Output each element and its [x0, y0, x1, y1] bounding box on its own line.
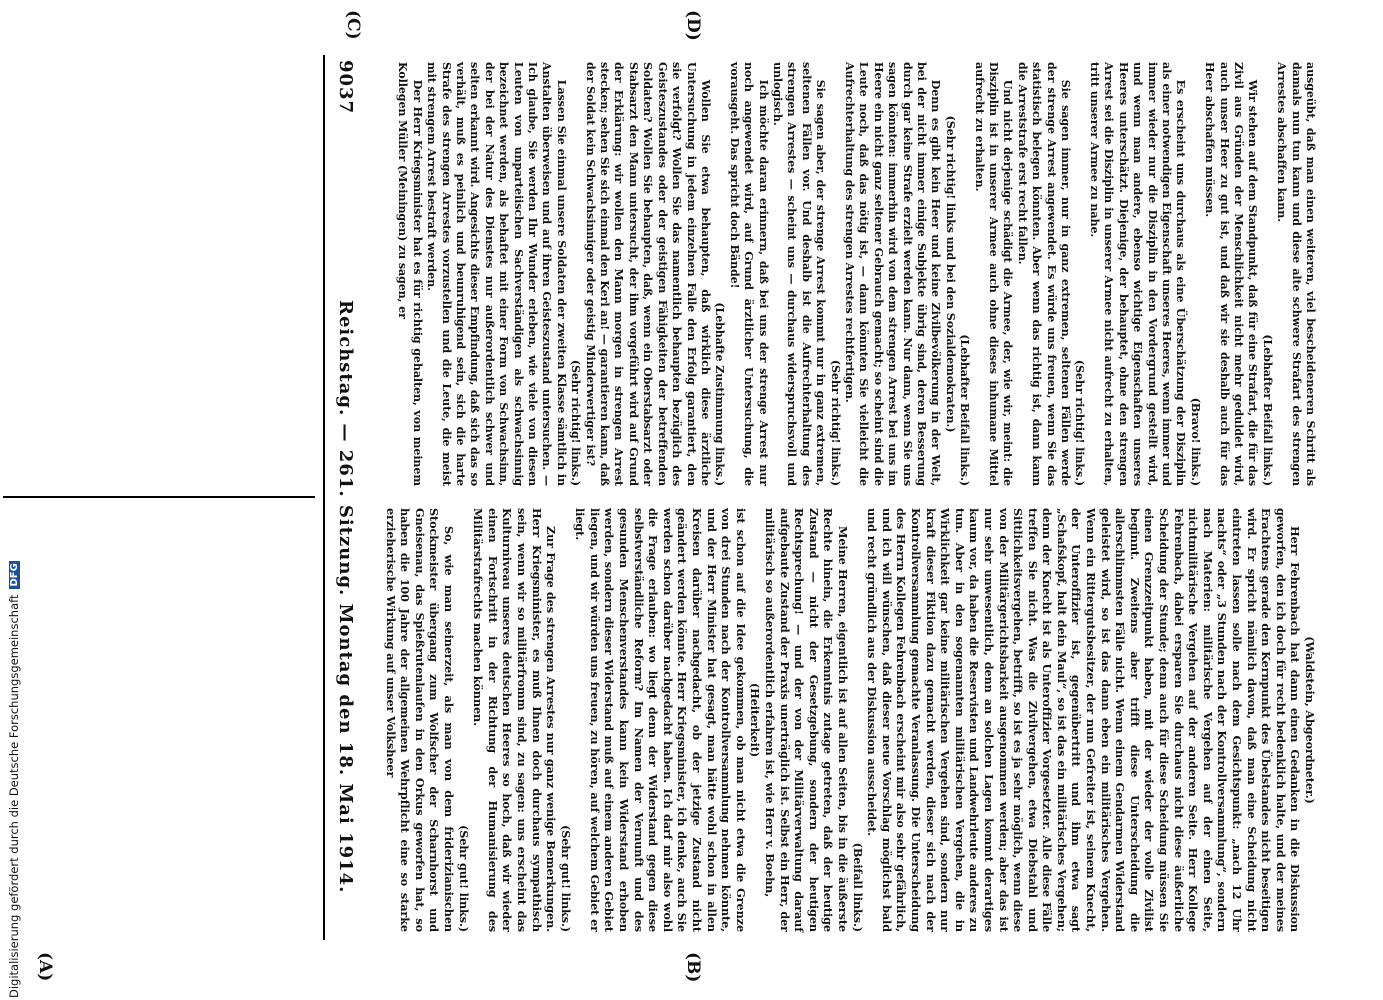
interjection: (Heiterkeit) — [748, 682, 763, 758]
paragraph: Lassen Sie einmal unsere Soldaten der zweiten Klasse sämtlich in Anstalten überweisen und auf ihren Geisteszustand untersuchen. — Ich glaube, Sie werden Ihr Wunder erleben, wie viele von diesen Leuten von unparteiischen Sachverständigen als schwachsinnig bezeichnet werden, als behaftet mit einer Form von Schwachsinn, der bei der Natur des Dienstes nur außerordentlich schwer und selten erkannt wird. Angesichts dieser Empfindung, daß sich das so verhält, muß es peinlich und beunruhigend sein, sich die harte Strafe des strengen Arrestes vorzustellen und die Leute, die meist mit strengem Arrest bestraft werden. — [425, 62, 568, 486]
margin-letter-c: (C) — [343, 10, 363, 40]
paragraph: Wir stehen auf dem Standpunkt, daß für eine Strafart, die für das Zivil aus Gründen der Menschlichkeit nicht mehr geduldet wird, auch unser Heer zu gut ist, und daß wir sie deshalb auch für das Heer abschaffen müssen. — [1203, 62, 1260, 486]
interjection: (Sehr gut! links.) — [456, 824, 471, 932]
paragraph: ist schon auf die Idee gekommen, ob man nicht etwa die Grenze von drei Stunden nach der Kontrollversammlung nehmen könnte, und der Herr Minister hat gesagt, man hätte wohl schon in allen Kreisen darüber nachgedacht, ob der jetzige Zustand nicht geändert werden könnte. Herr Kriegsminister, ich denke, auch Sie werden schon darüber nachgedacht haben. Ich darf mir also wohl die Frage erlauben: wo liegt denn der Widerstand gegen diese selbstverständliche Reform? Im Namen der Vernunft und des gesunden Menschenverstandes kann kein Widerstand erhoben werden, sondern dieser Widerstand muß auf einem anderen Gebiet liegen, und wir würden uns freuen, zu hören, auf welchem Gebiet er liegt. — [573, 508, 748, 932]
page-header-title: Reichstag. — 261. Sitzung. Montag den 18. Mai 1914. — [335, 300, 357, 894]
paragraph: Sie sagen aber, der strenge Arrest kommt nur in ganz extremen, seltenen Fällen vor. Und deshalb ist die Aufrechterhaltung des strengen Arrestes — scheint uns — durchaus widerspruchsvoll und unlogisch. — [770, 62, 828, 486]
paragraph: Herr Fehrenbach hat dann einen Gedanken in die Diskussion geworfen, den ich doch für recht bedenklich halte, und der meines Erachtens gerade den Kernpunkt des Übelstandes nicht beseitigen wird. Er spricht nämlich davon, daß man eine Scheidung nicht eintreten lassen solle nach dem Gesichtspunkt: „nach 12 Uhr nachts“ oder „3 Stunden nach der Kontrollversammlung“, sondern nach Materien: militärische Vergehen auf der einen Seite, nichtmilitärische Vergehen auf der anderen Seite. Herr Kollege Fehrenbach, dabei ersparen Sie durchaus nicht diese äußerliche Scheidung der Stunde; denn auch für diese Scheidung müssen Sie einen Grenzzeitpunkt haben, mit der wieder der volle Zivilist beginnt. Zweitens aber trifft diese Unterscheidung die allerschlimmsten Fälle nicht. Wenn einem Gendarmen Widerstand geleistet wird, so ist das dann eben ein militärisches Vergehen. Wenn ein Rittergutsbesitzer, der nun Gefreiter ist, seinem Knecht, der Unteroffizier ist, gegenübertritt und ihm etwa sagt „Schafskopf, halt dein Maul“, so ist das ein militärisches Vergehen; denn der Knecht ist als Unteroffizier Vorgesetzter. Alle diese Fälle treffen Sie nicht. Was die Zivilvergehen, etwa Diebstahl und Sittlichkeitsvergehen, betrifft, so ist es ja sehr möglich, wenn diese von der Militärgerichtsbarkeit ausgenommen werden; aber das ist nur sehr unwesentlich, denn an solchen Lagen kommt derartiges kaum vor, da haben die Reservisten und Landwehrleute anderes zu tun. Aber in den sogenannten militärischen Vergehen, die in Wirklichkeit gar keine militärischen Vergehen sind, sondern nur kraft dieser Fiktion dazu gemacht werden, dieser sich nach der Kontrollversammlung gemachte Veranlassung. Die Unterscheidung des Herrn Kollegen Fehrenbach erscheint mir also sehr gefährlich, und ich will wünschen, daß dieser neue Vorschlag möglichst bald und recht gründlich aus der Diskussion ausscheidet. — [865, 508, 1303, 932]
column-left — [383, 508, 1317, 932]
interjection: (Beifall links.) — [850, 842, 865, 932]
column-divider — [3, 496, 315, 498]
paragraph: Denn es gibt kein Heer und keine Zivilbevölkerung in der Welt, bei der nicht immer einige Subjekte übrig sind, deren Besserung durch gar keine Strafe erzielt werden kann. Nur dann, wenn Sie uns sagen könnten: immerhin wird von dem strengen Arrest bei uns im Heere ein nicht ganz seltener Gebrauch gemacht; so scheint sind die Leute noch, daß das nötig ist, — dann könnten Sie vielleicht die Aufrechterhaltung des strengen Arrestes rechtfertigen. — [843, 62, 943, 486]
speaker-line: (Waldstein, Abgeordneter.) — [1303, 636, 1317, 804]
interjection: (Sehr gut! links.) — [558, 824, 573, 932]
interjection: (Lebhafter Beifall links.) — [958, 334, 972, 486]
paragraph: ausgeübt, daß man einen weiteren, viel bescheideneren Schritt als damals nun tun kann und diese alte schwere Strafart des strengen Arrestes abschaffen kann. — [1275, 62, 1317, 486]
paragraph: Wollen Sie etwa behaupten, daß wirklich diese ärztliche Untersuchung in jedem einzelnen Falle den Erfolg garantiert, den sie verfolgt? Wollen Sie das namentlich behaupten bezüglich des Geisteszustandes oder der geistigen Fähigkeiten der betreffenden Soldaten? Wollen Sie behaupten, daß, wenn ein Oberstabsarzt oder Stabsarzt den Mann untersucht, der ihm vorgeführt wird auf Grund der Erklärung: wir wollen den Mann morgen in strengen Arrest stecken; sehen Sie sich einmal den Kerl an! — garantieren kann, daß der Soldat kein Schwachsinniger oder geistig Minderwertiger ist? — [583, 62, 712, 486]
interjection: (Sehr richtig! links.) — [828, 359, 842, 486]
column-right — [395, 62, 1317, 486]
dfg-logo-icon: DFG — [8, 563, 20, 587]
header-rule — [323, 55, 325, 940]
credit-text: Digitalisierung gefördert durch die Deutsche Forschungsgemeinschaft — [7, 594, 21, 998]
page-number: 9037 — [335, 60, 357, 115]
paragraph: Der Herr Kriegsminister hat es für richtig gehalten, von meinem Kollegen Müller (Meiningen) zu sagen, er — [396, 62, 424, 486]
paragraph: Meine Herren, eigentlich ist auf allen Seiten, bis in die äußerste Rechte hinein, die Erkenntnis zutage getreten, daß der heutige Zustand — nicht der Gesetzgebung, sondern der heutigen Rechtsprechung! — und der von der Militärverwaltung darauf aufgebaute Zustand der Praxis unerträglich ist. Selbst ein Herr, der militärisch so außerordentlich erfahren ist, wie Herr v. Boehn, — [763, 508, 850, 932]
digitization-credit — [3, 561, 25, 998]
paragraph: Es erscheint uns durchaus als eine Überschätzung der Disziplin als einer notwendigen Eigenschaft unseres Heeres, wenn immer und immer wieder nur die Disziplin in den Vordergrund gestellt wird, und wenn man andere, ebenso wichtige Eigenschaften unseres Heeres unterschätzt. Diejenige, der behauptet, ohne den strengen Arrest sei die Disziplin in unserer Armee nicht aufrecht zu erhalten, tritt unserer Armee zu nahe. — [1087, 62, 1188, 486]
paragraph: Zur Frage des strengen Arrestes nur ganz wenige Bemerkungen. Herr Kriegsminister, es muß Ihnen doch durchaus sympathisch sein, wenn wir so militärfromm sind, zu sagen: uns erscheint das Kulturniveau unseres deutschen Heeres so hoch, daß wir wieder einen Fortschritt in der Richtung der Humanisierung des Militärstrafrechts machen können. — [471, 508, 559, 932]
paragraph: Und nicht derjenige schädigt die Armee, der, wie wir, meint: die Disziplin ist in unserer Armee auch ohne dieses inhumane Mittel aufrecht zu erhalten. — [972, 62, 1015, 486]
interjection: (Sehr richtig! links.) — [1073, 359, 1087, 486]
interjection: (Lebhafte Zustimmung links.) — [713, 302, 727, 486]
paragraph: So, wie man seinerzeit, als man von dem friderizianischen Stockmeister übergang zum Wolfscher der Scharnhorst und Gneisenau, das Spießrutenlaufen in den Orkus geworfen hat, so haben die 100 Jahre der allgemeinen Wehrpflicht eine so starke erzieherische Wirkung auf unser Volksheer — [383, 508, 456, 932]
interjection: (Lebhafter Beifall links.) — [1260, 334, 1274, 486]
margin-letter-d: (D) — [683, 10, 703, 41]
margin-letter-b: (B) — [683, 952, 703, 983]
paragraph: Sie sagen immer, nur in ganz extremen, seltenen Fällen werde der strenge Arrest angewendet. Es würde uns freuen, wenn Sie das statistisch belegen könnten. Aber wenn das richtig ist, dann kann die Arreststrafe erst recht fallen. — [1015, 62, 1073, 486]
interjection: (Sehr richtig! links.) — [569, 359, 583, 486]
paragraph: Ich möchte daran erinnern, daß bei uns der strenge Arrest nur noch angewendet wird, auf Grund ärztlicher Untersuchung, die vorausgeht. Das spricht doch Bände! — [727, 62, 770, 486]
margin-letter-a: (A) — [35, 952, 55, 982]
interjection: (Bravo! links.) — [1188, 397, 1202, 486]
interjection: (Sehr richtig! links und bei den Sozialdemokraten.) — [943, 115, 957, 433]
